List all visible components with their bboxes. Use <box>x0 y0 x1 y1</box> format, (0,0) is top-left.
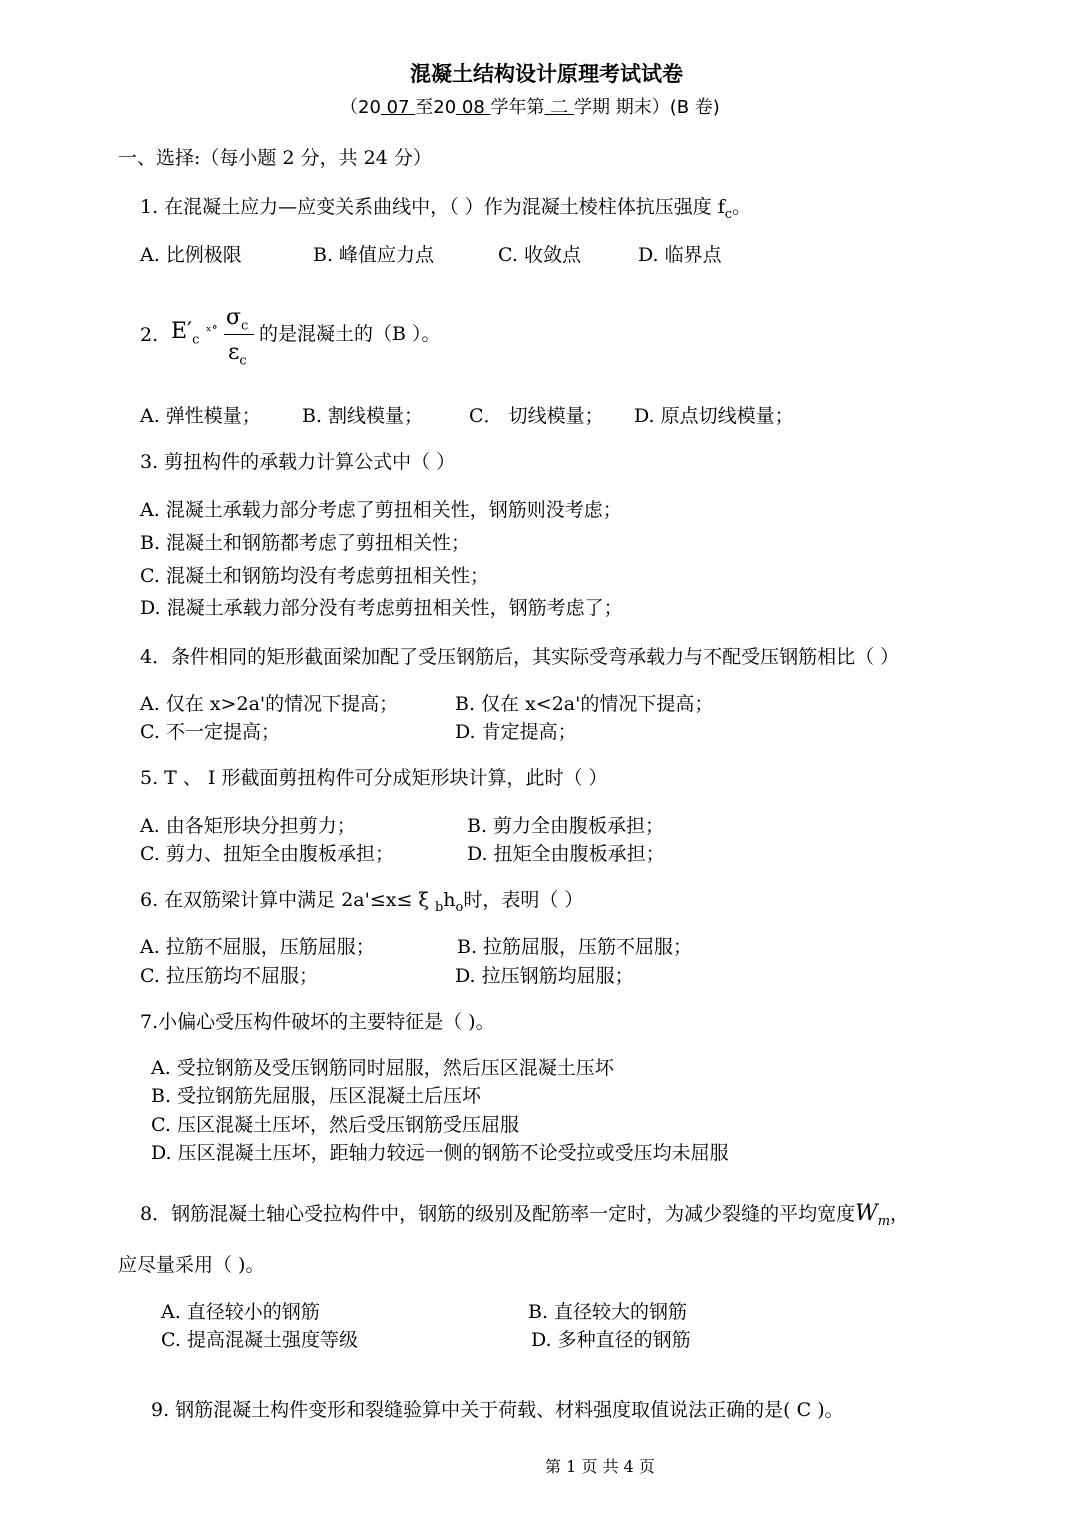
q3-option-b: B. 混凝土和钢筋都考虑了剪扭相关性； <box>140 532 471 554</box>
q4-option-b: B. 仅在 x<2a'的情况下提高； <box>455 693 714 715</box>
q2-number: 2. <box>140 324 159 346</box>
q6-option-b: B. 拉筋屈服，压筋不屈服； <box>457 936 693 958</box>
q1-option-a: A. 比例极限 <box>140 244 242 266</box>
question-9: 9. 钢筋混凝土构件变形和裂缝验算中关于荷载、材料强度取值说法正确的是( C )。 <box>151 1399 844 1421</box>
q3-option-d: D. 混凝土承载力部分没有考虑剪扭相关性，钢筋考虑了； <box>140 597 623 619</box>
question-1: 1. 在混凝土应力—应变关系曲线中，（ ）作为混凝土棱柱体抗压强度 $f_c$。 <box>140 196 752 222</box>
q2-option-c: C． 切线模量； <box>469 405 604 427</box>
q8-option-d: D. 多种直径的钢筋 <box>531 1329 691 1351</box>
page-subtitle: （20 07 至20 08 学年第 二 学期 期末）(B 卷) <box>340 97 720 118</box>
q3-option-a: A. 混凝土承载力部分考虑了剪扭相关性，钢筋则没考虑； <box>140 499 622 521</box>
q4-option-a: A. 仅在 x>2a'的情况下提高； <box>140 693 399 715</box>
q5-option-d: D. 扭矩全由腹板承担； <box>467 843 665 865</box>
q6-option-a: A. 拉筋不屈服，压筋屈服； <box>140 936 375 958</box>
q2-mark: ₓ∘ <box>206 320 218 335</box>
q8-option-a: A. 直径较小的钢筋 <box>161 1301 320 1323</box>
q6-option-d: D. 拉压钢筋均屈服； <box>455 965 634 987</box>
q3-option-c: C. 混凝土和钢筋均没有考虑剪扭相关性； <box>140 565 489 587</box>
q7-option-d: D. 压区混凝土压坏，距轴力较远一侧的钢筋不论受拉或受压均未屈服 <box>151 1142 729 1164</box>
q2-numerator: $\sigma_c$ <box>226 305 249 334</box>
q2-denominator: $\varepsilon_c$ <box>228 340 247 369</box>
q6-option-c: C. 拉压筋均不屈服； <box>140 965 318 987</box>
question-4: 4．条件相同的矩形截面梁加配了受压钢筋后，其实际受弯承载力与不配受压钢筋相比（ ） <box>140 646 900 668</box>
q2-option-a: A. 弹性模量； <box>140 405 261 427</box>
q7-option-a: A. 受拉钢筋及受压钢筋同时屈服，然后压区混凝土压坏 <box>151 1057 614 1079</box>
q7-option-c: C. 压区混凝土压坏，然后受压钢筋受压屈服 <box>151 1114 519 1136</box>
section-heading: 一、选择:（每小题 2 分，共 24 分） <box>118 147 432 169</box>
q8-option-c: C. 提高混凝土强度等级 <box>161 1329 358 1351</box>
q4-option-c: C. 不一定提高； <box>140 721 280 743</box>
q2-option-b: B. 割线模量； <box>302 405 424 427</box>
page-footer: 第 1 页 共 4 页 <box>545 1457 655 1476</box>
question-6: 6. 在双筋梁计算中满足 2a'≤x≤ ξ $_bh_o$时，表明（ ） <box>140 889 584 915</box>
question-3: 3. 剪扭构件的承载力计算公式中（ ） <box>140 451 456 473</box>
q5-option-c: C. 剪力、扭矩全由腹板承担； <box>140 843 394 865</box>
question-8: 8．钢筋混凝土轴心受拉构件中，钢筋的级别及配筋率一定时，为减少裂缝的平均宽度$W_m$， <box>140 1201 910 1229</box>
q1-option-d: D. 临界点 <box>638 244 722 266</box>
q4-option-d: D. 肯定提高； <box>455 721 577 743</box>
question-7: 7.小偏心受压构件破坏的主要特征是（ )。 <box>140 1011 495 1033</box>
q2-option-d: D. 原点切线模量； <box>634 405 794 427</box>
question-5: 5. T 、 I 形截面剪扭构件可分成矩形块计算，此时（ ） <box>140 767 608 789</box>
q1-option-c: C. 收敛点 <box>498 244 581 266</box>
q5-option-a: A. 由各矩形块分担剪力； <box>140 815 356 837</box>
q7-option-b: B. 受拉钢筋先屈服，压区混凝土后压坏 <box>151 1085 482 1107</box>
page-title: 混凝土结构设计原理考试试卷 <box>410 62 683 86</box>
q2-fraction-line <box>224 334 254 335</box>
q5-option-b: B. 剪力全由腹板承担； <box>467 815 665 837</box>
q2-text: 的是混凝土的（B ）。 <box>259 323 441 345</box>
q1-option-b: B. 峰值应力点 <box>313 244 435 266</box>
question-8-line2: 应尽量采用（ )。 <box>118 1254 265 1276</box>
q2-symbol-e: $E'_c$ <box>171 319 200 348</box>
q8-option-b: B. 直径较大的钢筋 <box>528 1301 688 1323</box>
